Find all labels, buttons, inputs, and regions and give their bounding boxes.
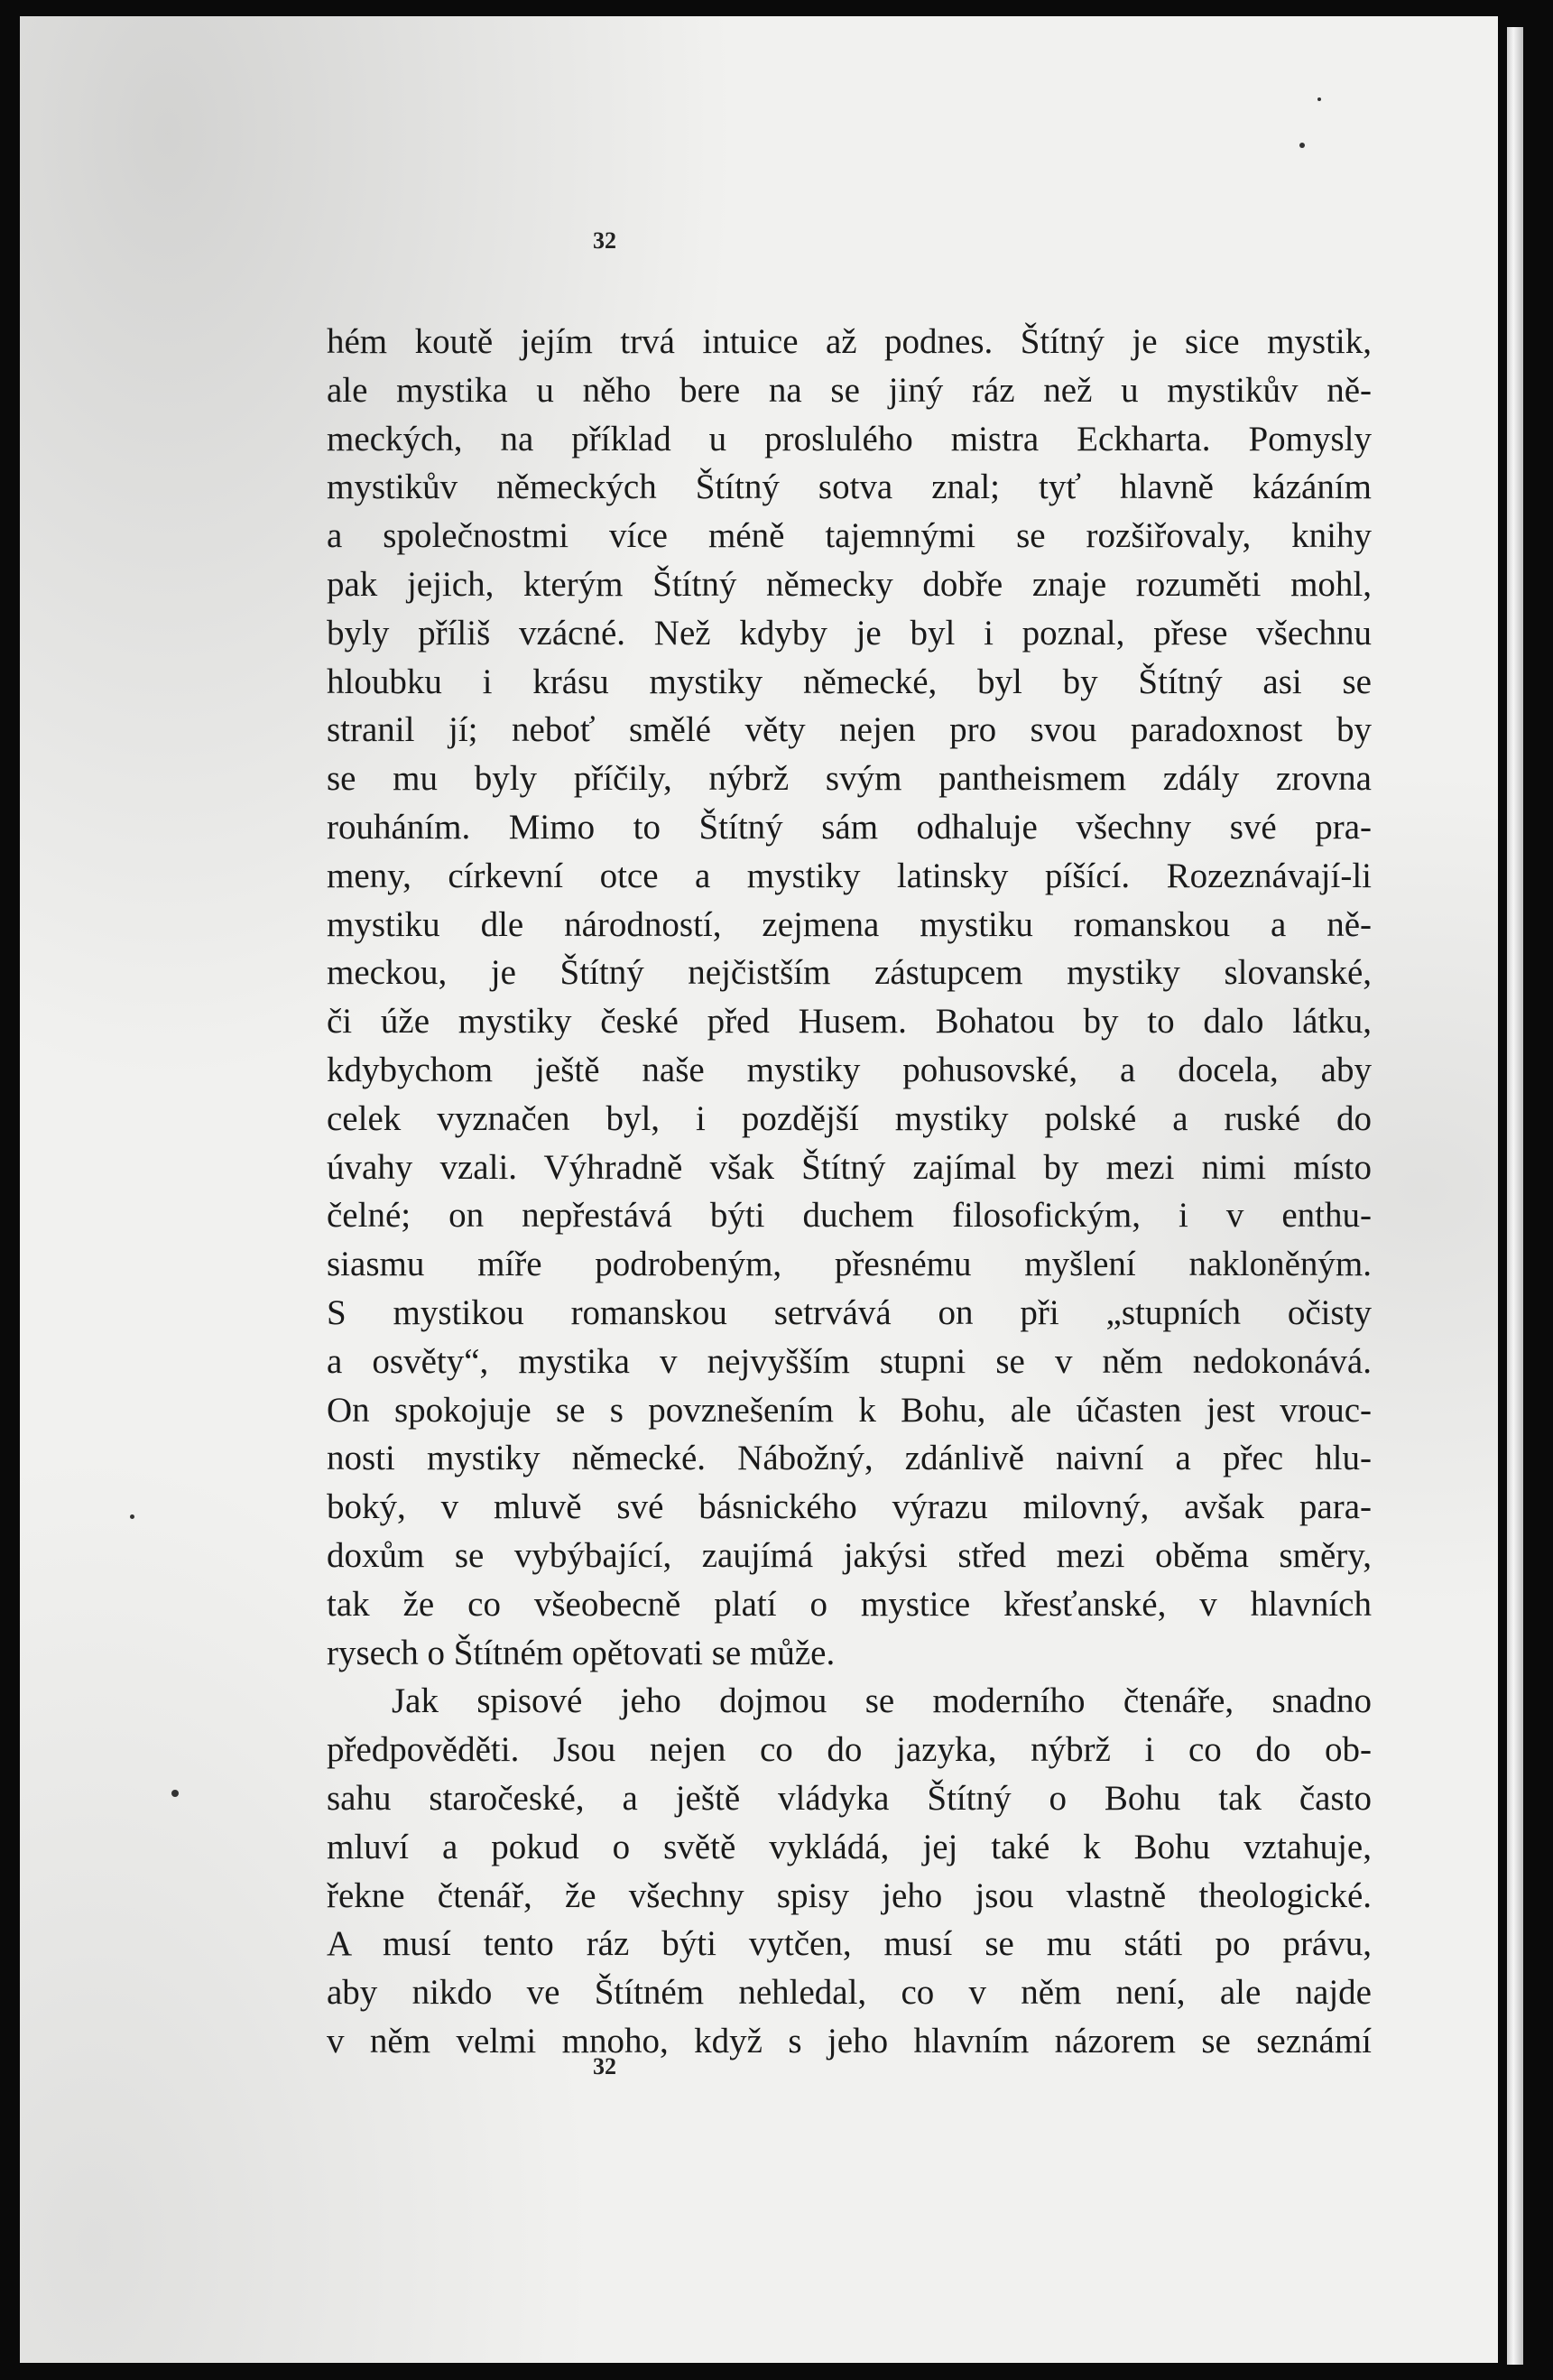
text-line: řekne čtenář, že všechny spisy jeho jsou vlastně theologické. [327, 1875, 1372, 1915]
adjacent-page-edge [1507, 27, 1523, 2365]
text-line: celek vyznačen byl, i pozdější mystiky polské a ruské do [327, 1098, 1372, 1138]
dust-speck [130, 1514, 134, 1519]
text-line: v něm velmi mnoho, když s jeho hlavním názorem se seznámí [327, 2021, 1372, 2061]
text-line: pak jejich, kterým Štítný německy dobře znaje rozuměti mohl, [327, 564, 1372, 604]
dust-speck [171, 1790, 179, 1797]
text-line: mystikův německých Štítný sotva znal; tyť hlavně kázáním [327, 468, 1372, 507]
text-line: siasmu míře podrobeným, přesnému myšlení nakloněným. [327, 1245, 1372, 1284]
page-number-footer: 32 [593, 2053, 616, 2079]
text-line: sahu staročeské, a ještě vládyka Štítný o Bohu tak často [327, 1778, 1372, 1818]
text-line: meny, církevní otce a mystiky latinsky píšící. Rozeznávají-li [327, 856, 1372, 895]
text-line: On spokojuje se s povznešením k Bohu, ale účasten jest vrouc- [327, 1390, 1372, 1430]
text-line: meckou, je Štítný nejčistším zástupcem mystiky slovanské, [327, 953, 1372, 993]
text-line: aby nikdo ve Štítném nehledal, co v něm není, ale najde [327, 1973, 1372, 2013]
text-line: mluví a pokud o světě vykládá, jej také k Bohu vztahuje, [327, 1827, 1372, 1866]
text-line: čelné; on nepřestává býti duchem filosofickým, i v enthu- [327, 1196, 1372, 1236]
text-line: hém koutě jejím trvá intuice až podnes. Štítný je sice mystik, [327, 322, 1372, 361]
text-line: kdybychom ještě naše mystiky pohusovské, a docela, aby [327, 1050, 1372, 1089]
text-line: se mu byly příčily, nýbrž svým pantheismem zdály zrovna [327, 759, 1372, 799]
text-line: a společnostmi více méně tajemnými se rozšiřovaly, knihy [327, 516, 1372, 556]
text-line: tak že co všeobecně platí o mystice křesťanské, v hlavních [327, 1584, 1372, 1624]
text-line: doxům se vybýbající, zaujímá jakýsi střed mezi oběma směry, [327, 1535, 1372, 1575]
text-line: rysech o Štítném opětovati se může. [327, 1633, 836, 1672]
text-line: a osvěty“, mystika v nejvyšším stupni se v něm nedokonává. [327, 1341, 1372, 1381]
text-line: boký, v mluvě své básnického výrazu milovný, avšak para- [327, 1487, 1372, 1527]
text-line: předpověděti. Jsou nejen co do jazyka, nýbrž i co do ob- [327, 1730, 1372, 1770]
text-line: mystiku dle národností, zejmena mystiku romanskou a ně- [327, 904, 1372, 944]
page-number-header: 32 [593, 227, 616, 254]
page-body-text [327, 318, 1372, 2066]
text-line: S mystikou romanskou setrvává on při „stupních očisty [327, 1292, 1372, 1332]
text-line: či úže mystiky české před Husem. Bohatou by to dalo látku, [327, 1002, 1372, 1042]
dust-speck [1317, 97, 1321, 101]
text-line: úvahy vzali. Výhradně však Štítný zajímal by mezi nimi místo [327, 1147, 1372, 1187]
dust-speck [1299, 143, 1305, 148]
text-line: stranil jí; neboť smělé věty nejen pro svou paradoxnost by [327, 710, 1372, 750]
text-line: ale mystika u něho bere na se jiný ráz než u mystikův ně- [327, 370, 1372, 410]
text-line: byly příliš vzácné. Než kdyby je byl i poznal, přese všechnu [327, 613, 1372, 653]
text-line: nosti mystiky německé. Nábožný, zdánlivě naivní a přec hlu- [327, 1439, 1372, 1478]
text-line: Jak spisové jeho dojmou se moderního čtenáře, snadno [392, 1681, 1372, 1721]
text-line: hloubku i krásu mystiky německé, byl by Štítný asi se [327, 662, 1372, 701]
text-line: rouháním. Mimo to Štítný sám odhaluje všechny své pra- [327, 807, 1372, 847]
text-line: A musí tento ráz býti vytčen, musí se mu státi po právu, [327, 1924, 1372, 1964]
text-line: meckých, na příklad u proslulého mistra Eckharta. Pomysly [327, 419, 1372, 458]
